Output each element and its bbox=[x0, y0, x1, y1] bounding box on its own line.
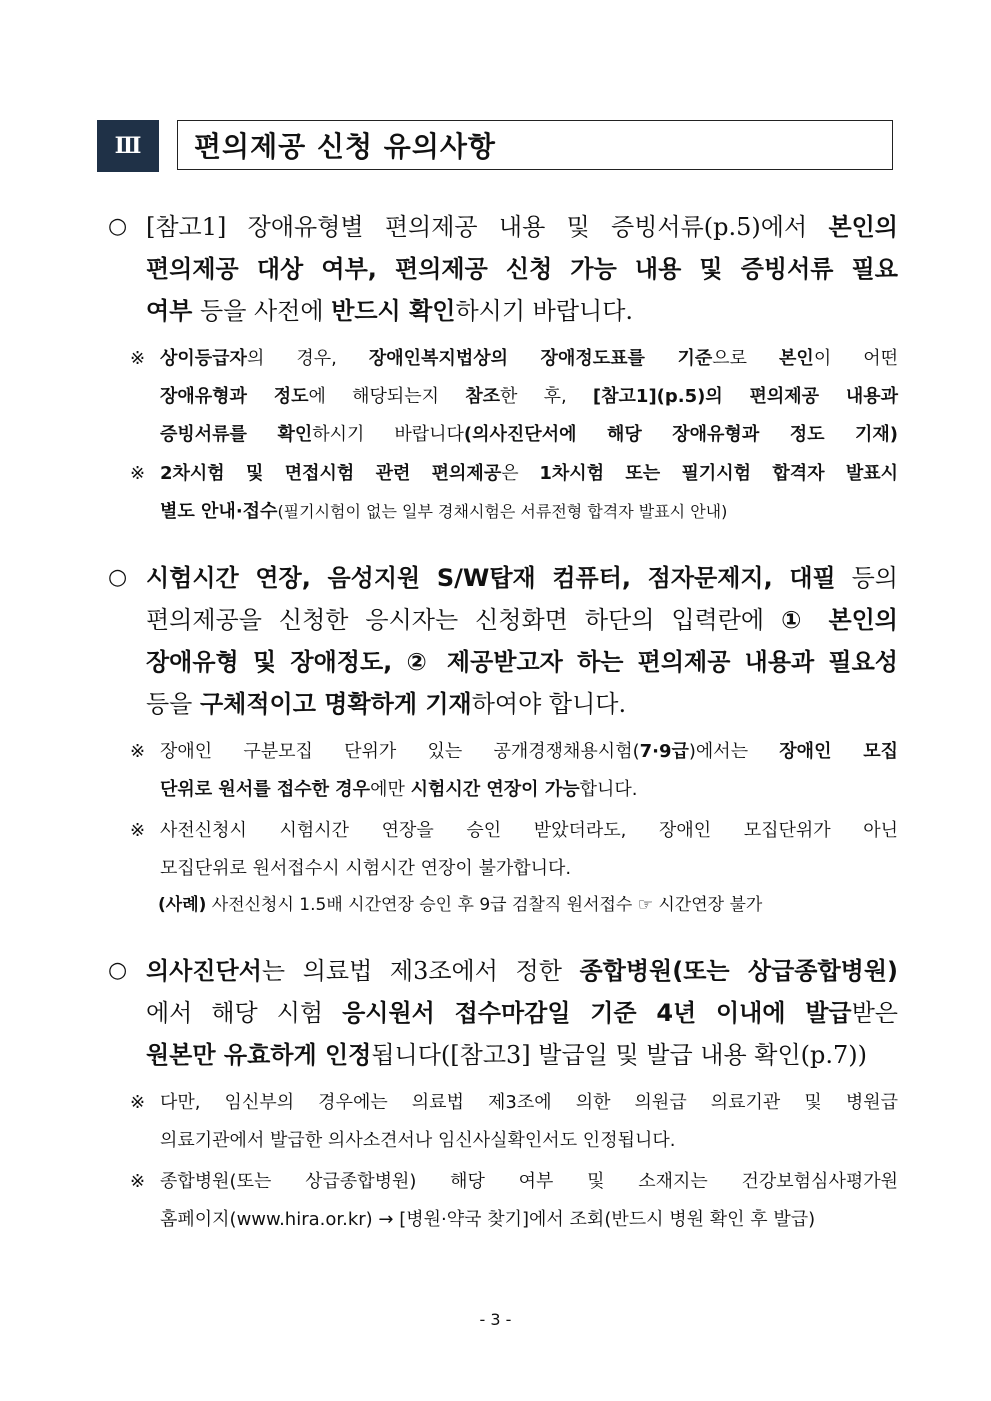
bullet-line: 장애유형 및 장애정도, ② 제공받고자 하는 편의제공 내용과 필요성 bbox=[146, 648, 898, 676]
bullet-line: 원본만 유효하게 인정됩니다([참고3] 발급일 및 발급 내용 확인(p.7)) bbox=[146, 1041, 867, 1069]
note-veteran-grade bbox=[130, 340, 898, 454]
circle-bullet-icon: ○ bbox=[108, 958, 128, 983]
reference-mark-icon: ※ bbox=[130, 1092, 146, 1113]
bullet-line: 여부 등을 사전에 반드시 확인하시기 바랍니다. bbox=[146, 297, 634, 325]
bullet-medical-certificate bbox=[108, 950, 898, 1076]
note-line: 상이등급자의 경우, 장애인복지법상의 장애정도표를 기준으로 본인이 어떤 bbox=[160, 348, 898, 369]
note-hospital-lookup bbox=[130, 1163, 898, 1239]
case-example: (사례) 사전신청시 1.5배 시간연장 승인 후 9급 검찰직 원서접수 ☞ 시간연장 불가 bbox=[158, 895, 763, 915]
section-title: 편의제공 신청 유의사항 bbox=[177, 120, 893, 170]
bullet-line: 에서 해당 시험 응시원서 접수마감일 기준 4년 이내에 발급받은 bbox=[146, 999, 898, 1027]
note-line: 2차시험 및 면접시험 관련 편의제공은 1차시험 또는 필기시험 합격자 발표시 bbox=[160, 463, 898, 484]
bullet-accommodation-request bbox=[108, 557, 898, 725]
note-line: 증빙서류를 확인하시기 바랍니다(의사진단서에 해당 장애유형과 정도 기재) bbox=[160, 424, 899, 445]
bullet-line: 시험시간 연장, 음성지원 S/W탑재 컴퓨터, 점자문제지, 대필 등의 bbox=[146, 564, 898, 592]
reference-mark-icon: ※ bbox=[130, 820, 146, 841]
note-line: 의료기관에서 발급한 의사소견서나 임신사실확인서도 인정됩니다. bbox=[160, 1130, 676, 1151]
reference-mark-icon: ※ bbox=[130, 741, 146, 762]
note-line: 장애유형과 정도에 해당되는지 참조한 후, [참고1](p.5)의 편의제공 내용과 bbox=[160, 386, 898, 407]
note-line: 홈페이지(www.hira.or.kr) → [병원·약국 찾기]에서 조회(반드시 병원 확인 후 발급) bbox=[160, 1209, 816, 1230]
note-line: 단위로 원서를 접수한 경우에만 시험시간 연장이 가능합니다. bbox=[160, 779, 638, 800]
note-line: 장애인 구분모집 단위가 있는 공개경쟁채용시험(7·9급)에서는 장애인 모집 bbox=[160, 741, 898, 762]
bullet-line: [참고1] 장애유형별 편의제공 내용 및 증빙서류(p.5)에서 본인의 bbox=[146, 213, 898, 241]
note-line: 별도 안내·접수(필기시험이 없는 일부 경채시험은 서류전형 합격자 발표시 안내) bbox=[160, 501, 728, 522]
note-pregnancy bbox=[130, 1084, 898, 1160]
note-preapproval bbox=[130, 812, 898, 888]
bullet-line: 편의제공을 신청한 응시자는 신청화면 하단의 입력란에 ① 본인의 bbox=[146, 606, 898, 634]
section-number: Ⅲ bbox=[97, 120, 159, 172]
note-disabled-recruit-unit bbox=[130, 733, 898, 809]
note-line: 모집단위로 원서접수시 시험시간 연장이 불가합니다. bbox=[160, 858, 572, 879]
bullet-reference-check bbox=[108, 206, 898, 332]
note-line: 사전신청시 시험시간 연장을 승인 받았더라도, 장애인 모집단위가 아닌 bbox=[160, 820, 898, 841]
circle-bullet-icon: ○ bbox=[108, 214, 128, 239]
bullet-line: 편의제공 대상 여부, 편의제공 신청 가능 내용 및 증빙서류 필요 bbox=[146, 255, 898, 283]
reference-mark-icon: ※ bbox=[130, 463, 146, 484]
circle-bullet-icon: ○ bbox=[108, 565, 128, 590]
note-second-exam bbox=[130, 455, 898, 531]
bullet-line: 등을 구체적이고 명확하게 기재하여야 합니다. bbox=[146, 690, 627, 718]
reference-mark-icon: ※ bbox=[130, 1171, 146, 1192]
note-line: 다만, 임신부의 경우에는 의료법 제3조에 의한 의원급 의료기관 및 병원급 bbox=[160, 1092, 898, 1113]
note-line: 종합병원(또는 상급종합병원) 해당 여부 및 소재지는 건강보험심사평가원 bbox=[160, 1171, 898, 1192]
page-number: - 3 - bbox=[479, 1310, 512, 1329]
bullet-line: 의사진단서는 의료법 제3조에서 정한 종합병원(또는 상급종합병원) bbox=[146, 957, 898, 985]
reference-mark-icon: ※ bbox=[130, 348, 146, 369]
